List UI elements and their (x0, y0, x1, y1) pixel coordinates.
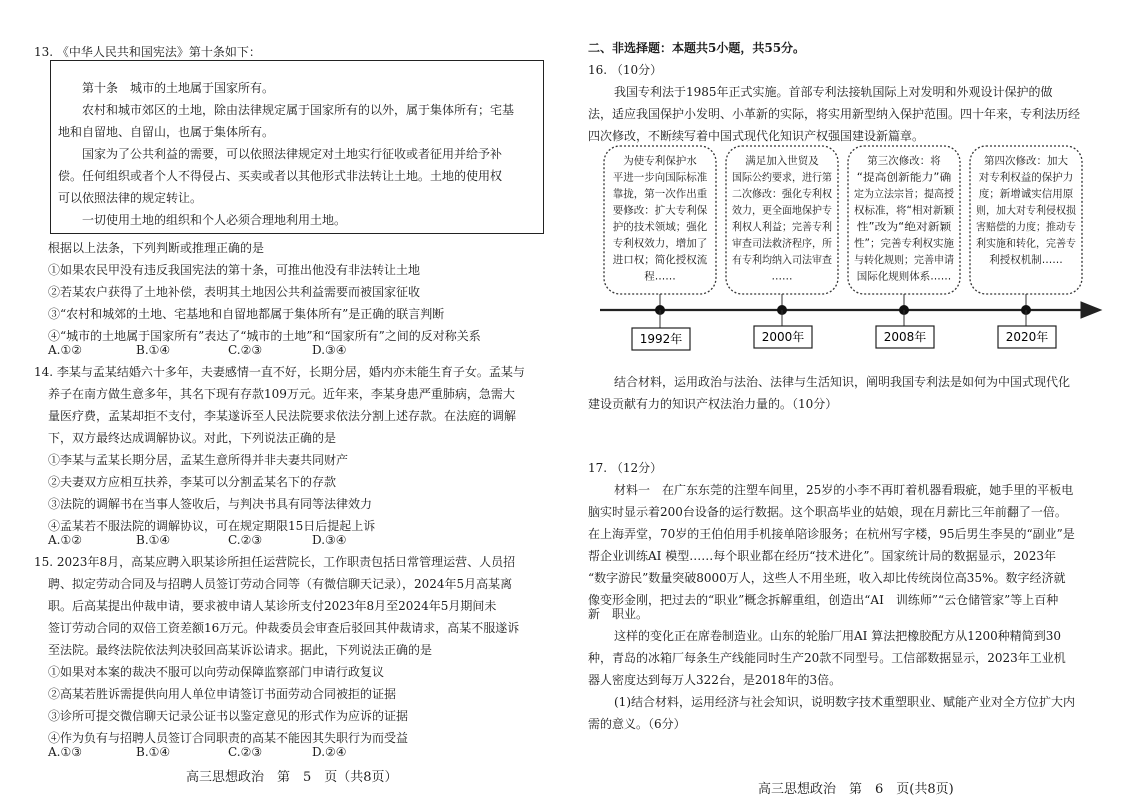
q15-option-b: B.①④ (136, 745, 171, 759)
q14-line: 下，双方最终达成调解协议。对此，下列说法正确的是 (48, 431, 337, 445)
q15-line: 15. 2023年8月，高某应聘入职某诊所担任运营院长，工作职责包括日常管理运营、人员招 (34, 555, 516, 569)
timeline-box-text: 权标准，将“相对新颖 (854, 204, 954, 217)
q14-line: 14. 李某与孟某结婚六十多年，夫妻感情一直不好，长期分居，婚内亦未能生育子女。孟某与 (34, 365, 525, 379)
q13-statement: ③“农村和城郊的土地、宅基地和自留地都属于集体所有”是正确的联言判断 (48, 307, 445, 321)
q17-subquestion-line: 需的意义。（6分） (588, 717, 686, 731)
q17-material-line: 种，青岛的冰箱厂每条生产线能同时生产20款不同型号。工信部数据显示，2023年工业机 (588, 651, 1066, 665)
q13-statement: ②若某农户获得了土地补偿，表明其土地因公共利益需要而被国家征收 (48, 285, 421, 299)
timeline-box-text: 效力，更全面地保护专 (732, 204, 837, 217)
timeline-box-text: 国际公约要求，进行第 (732, 171, 837, 184)
timeline-box-text: 第三次修改：将 (867, 155, 941, 167)
q14-statement: ③法院的调解书在当事人签收后，与判决书具有同等法律效力 (48, 497, 373, 511)
timeline-box-text: 利实施和转化，完善专 (976, 237, 1081, 250)
q14-option-c: C.②③ (228, 533, 263, 547)
timeline-box-text: 利授权机制…… (989, 254, 1063, 266)
q13-option-d: D.③④ (312, 343, 347, 357)
q13-box-line: 地和自留地、自留山，也属于集体所有。 (58, 125, 275, 139)
timeline-box-text: 审查司法救济程序，所 (732, 237, 837, 250)
q17-subquestion-line: (1)结合材料，运用经济与社会知识，说明数字技术重塑职业、赋能产业对全方位扩大内 (614, 695, 1076, 709)
q15-option-d: D.②④ (312, 745, 347, 759)
q15-line: 职。后高某提出仲裁申请，要求被申请人某诊所支付2023年8月至2024年5月期间未 (48, 599, 497, 613)
year-label-1992: 1992年 (639, 332, 683, 346)
year-label-2008: 2008年 (883, 330, 927, 344)
q14-line: 量医疗费，孟某却拒不支付，李某遂诉至人民法院要求依法分割上述存款。在法庭的调解 (48, 409, 517, 423)
q14-option-a: A.①② (48, 533, 82, 547)
timeline-box-text: 第四次修改：加大 (984, 155, 1068, 167)
timeline-box-text: 程…… (644, 270, 676, 283)
right-page (568, 0, 1136, 800)
q14-statement: ②夫妻双方应相互扶养，李某可以分割孟某名下的存款 (48, 475, 337, 489)
q15-statement: ②高某若胜诉需提供向用人单位申请签订书面劳动合同被拒的证据 (48, 687, 397, 701)
q16-intro-line: 法，适应我国保护小发明、小革新的实际，将实用新型纳入保护范围。四十年来，专利法历经 (588, 107, 1081, 121)
q15-option-c: C.②③ (228, 745, 263, 759)
year-label-2000: 2000年 (761, 330, 805, 344)
timeline-box-text: 满足加入世贸及 (745, 155, 819, 167)
q17-material-line: 器人密度达到每万人322台，是2018年的3倍。 (588, 673, 842, 687)
year-label-2020: 2020年 (1005, 330, 1049, 344)
q13-option-c: C.②③ (228, 343, 263, 357)
q13-option-b: B.①④ (136, 343, 171, 357)
timeline-box-text: …… (771, 270, 793, 283)
q13-box-line: 农村和城市郊区的土地，除由法律规定属于国家所有的以外，属于集体所有；宅基 (82, 103, 515, 117)
q14-line: 养子在南方做生意多年，其名下现有存款109万元。近年来，李某身患严重肺病，急需大 (48, 387, 515, 401)
q13-statement: ①如果农民甲没有违反我国宪法的第十条，可推出他没有非法转让土地 (48, 263, 421, 277)
q17-material-line: 这样的变化正在席卷制造业。山东的轮胎厂用AI 算法把橡胶配方从1200种精简到30 (614, 629, 1062, 643)
q17-material-line: 帮企业训练AI 模型……每个职业都在经历“技术进化”。国家统计局的数据显示，2023年 (588, 549, 1057, 563)
q17-material-line: 材料一 在广东东莞的注塑车间里，25岁的小李不再盯着机器看瑕疵，她手里的平板电 (614, 483, 1074, 497)
timeline-box-text: 平进一步向国际标准 (612, 171, 708, 184)
q13-box-line: 偿。任何组织或者个人不得侵占、买卖或者以其他形式非法转让土地。土地的使用权 (58, 169, 503, 183)
timeline-box-text: 要修改：扩大专利保 (612, 204, 708, 217)
q13-statement: ④“城市的土地属于国家所有”表达了“城市的土地”和“国家所有”之间的反对称关系 (48, 329, 481, 343)
q14-option-b: B.①④ (136, 533, 171, 547)
q15-line: 至法院。最终法院依法判决驳回高某诉讼请求。据此，下列说法正确的是 (48, 643, 433, 657)
q15-statement: ③诊所可提交微信聊天记录公证书以鉴定意见的形式作为应诉的证据 (48, 709, 409, 723)
timeline-box-text: 害赔偿的力度；推动专 (976, 221, 1081, 233)
timeline-box-text: 定为立法宗旨；提高授 (854, 188, 959, 200)
timeline-box-text: 性”；完善专利权实施 (854, 237, 954, 250)
q14-option-d: D.③④ (312, 533, 347, 547)
q15-option-a: A.①③ (48, 745, 82, 759)
q13-box-line: 国家为了公共利益的需要，可以依照法律规定对土地实行征收或者征用并给予补 (82, 147, 503, 161)
timeline-box-text: 进口权；简化授权流 (612, 254, 708, 266)
q14-statement: ①李某与孟某长期分居，孟某生意所得并非夫妻共同财产 (48, 453, 349, 467)
q15-line: 签订劳动合同的双倍工资差额16万元。仲裁委员会审查后驳回其仲裁请求，高某不服遂诉 (48, 621, 520, 635)
timeline-box-text: 为使专利保护水 (623, 155, 697, 167)
q16-question-line: 结合材料，运用政治与法治、法律与生活知识，阐明我国专利法是如何为中国式现代化 (614, 375, 1071, 389)
timeline-box-text: 则，加大对专利侵权损 (976, 204, 1081, 217)
timeline-box-text: 专利权效力，增加了 (612, 237, 708, 250)
timeline-box-text: 国际化规则体系…… (856, 270, 952, 283)
q17-material-line: “数字游民”数量突破8000万人，这些人不用坐班，收入却比传统岗位高35%。数字经济就 (588, 571, 1066, 585)
timeline-box-text: 护的技术领域；强化 (612, 221, 708, 233)
timeline-box-text: 利权人利益；完善专利 (732, 221, 837, 233)
q16-intro-line: 四次修改，不断续写着中国式现代化知识产权强国建设新篇章。 (588, 129, 925, 143)
timeline-box-2020 (970, 146, 1082, 294)
q16-number: 16. （10分） (588, 63, 663, 77)
q14-statement: ④孟某若不服法院的调解协议，可在规定期限15日后提起上诉 (48, 519, 376, 533)
q13-question: 根据以上法条，下列判断或推理正确的是 (48, 241, 265, 255)
timeline-box-text: 性”改为“绝对新颖 (856, 221, 942, 233)
page-footer: 高三思想政治 第 5 页（共8页） (186, 770, 398, 785)
left-page (0, 0, 560, 800)
timeline-box-text: 有专利均纳入司法审查 (732, 254, 837, 266)
q13-box-line: 第十条 城市的土地属于国家所有。 (82, 81, 275, 95)
q13-box-line: 一切使用土地的组织和个人必须合理地利用土地。 (82, 213, 347, 227)
q16-intro-line: 我国专利法于1985年正式实施。首部专利法接轨国际上对发明和外观设计保护的做 (614, 85, 1053, 99)
q13-stem: 13. 《中华人民共和国宪法》第十条如下： (34, 45, 261, 59)
q16-question-line: 建设贡献有力的知识产权法治力量的。（10分） (588, 397, 838, 411)
q17-material-line: 在上海弄堂，70岁的王伯伯用手机接单陪诊服务；在杭州写字楼，95后男生李昊的“副业”是 (588, 527, 1075, 541)
q13-box-line: 可以依照法律的规定转让。 (58, 191, 203, 205)
page-footer: 高三思想政治 第 6 页(共8页) (758, 782, 954, 797)
q17-material-line: 脑实时显示着200台设备的运行数据。这个职高毕业的姑娘，现在月薪比三年前翻了一倍。 (588, 505, 1067, 519)
patent-law-timeline (598, 144, 1108, 356)
timeline-box-text: “提高创新能力”确 (856, 171, 942, 184)
q13-option-a: A.①② (48, 343, 82, 357)
q15-line: 聘、拟定劳动合同及与招聘人员签订劳动合同等（有微信聊天记录），2024年5月高某离 (48, 577, 513, 591)
timeline-box-text: 二次修改：强化专利权 (732, 188, 837, 200)
q15-statement: ④作为负有与招聘人员签订合同职责的高某不能因其失职行为而受益 (48, 731, 409, 745)
timeline-box-text: 与转化规则；完善申请 (854, 254, 959, 266)
q17-material-line: 像变形金刚，把过去的“职业”概念拆解重组，创造出“AI 训练师”“云仓储管家”等上百种 (588, 593, 1059, 607)
timeline-box-text: 度；新增诚实信用原 (978, 188, 1074, 200)
section-header: 二、非选择题：本题共5小题，共55分。 (588, 41, 806, 55)
q15-statement: ①如果对本案的裁决不服可以向劳动保障监察部门申请行政复议 (48, 665, 385, 679)
q17-number: 17. （12分） (588, 461, 663, 475)
timeline-box-text: 靠拢，第一次作出重 (612, 188, 708, 200)
q17-material-line: 新 职业。 (588, 607, 649, 621)
timeline-box-text: 对专利权益的保护力 (978, 171, 1074, 184)
